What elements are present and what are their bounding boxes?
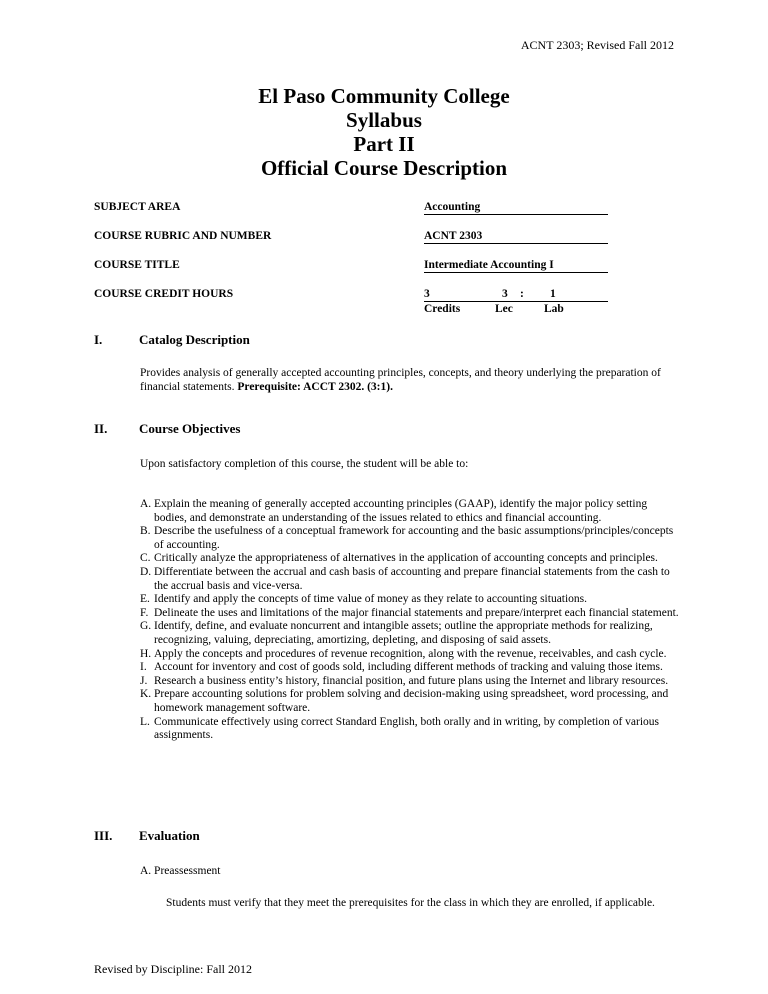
catalog-text: Provides analysis of generally accepted accounting principles, concepts, and theory underlying the preparation of financial statements. bbox=[140, 367, 661, 393]
credit-hours-values bbox=[424, 288, 608, 302]
section-number: II. bbox=[94, 421, 108, 436]
list-item: D. Differentiate between the accrual and cash basis of accounting and prepare financial statements from the cash to the accrual basis and vice-versa. bbox=[140, 565, 670, 592]
lab-value: 1 bbox=[550, 288, 556, 300]
lecture-sublabel: Lec bbox=[495, 303, 513, 315]
section-title: Course Objectives bbox=[139, 421, 241, 436]
list-item: F. Delineate the uses and limitations of the major financial statements and prepare/interpret each financial statement. bbox=[140, 606, 679, 619]
credits-value: 3 bbox=[424, 288, 430, 300]
evaluation-preassessment-heading: A. Preassessment bbox=[140, 865, 221, 877]
catalog-prerequisite: Prerequisite: ACCT 2302. (3:1). bbox=[237, 381, 393, 393]
list-item: L. Communicate effectively using correct Standard English, both orally and in writing, by completion of various assignments. bbox=[140, 715, 660, 742]
title-college: El Paso Community College bbox=[258, 84, 510, 108]
title-part: Part II bbox=[353, 132, 415, 156]
objectives-intro: Upon satisfactory completion of this course, the student will be able to: bbox=[140, 458, 469, 470]
objectives-list bbox=[140, 498, 680, 743]
course-rubric-value: ACNT 2303 bbox=[424, 230, 608, 244]
list-item: K. Prepare accounting solutions for problem solving and decision-making using spreadsheet, word processing, and homework management software. bbox=[140, 688, 669, 714]
list-item: C. Critically analyze the appropriateness of alternatives in the application of accounting concepts and principles. bbox=[140, 552, 658, 565]
lecture-value: 3 bbox=[502, 288, 508, 300]
section-number: I. bbox=[94, 332, 103, 347]
section-title: Catalog Description bbox=[139, 332, 250, 347]
evaluation-preassessment-text: Students must verify that they meet the prerequisites for the class in which they are enrolled, if applicable. bbox=[166, 897, 655, 909]
list-item: A. Explain the meaning of generally accepted accounting principles (GAAP), identify the major policy setting bodies, and demonstrate an understanding of the issues related to ethics and financial accounting. bbox=[140, 498, 648, 524]
credits-sublabel: Credits bbox=[424, 303, 461, 315]
lab-sublabel: Lab bbox=[544, 303, 564, 315]
course-title-label: COURSE TITLE bbox=[94, 259, 180, 271]
title-syllabus: Syllabus bbox=[346, 108, 422, 132]
list-item: I. Account for inventory and cost of goods sold, including different methods of tracking and valuing those items. bbox=[140, 661, 663, 674]
course-title-value: Intermediate Accounting I bbox=[424, 259, 608, 273]
list-item: E. Identify and apply the concepts of time value of money as they relate to accounting situations. bbox=[140, 593, 588, 606]
subject-area-label: SUBJECT AREA bbox=[94, 201, 181, 213]
list-item: J. Research a business entity’s history, financial position, and future plans using the Internet and library resources. bbox=[140, 674, 669, 687]
credit-hours-label: COURSE CREDIT HOURS bbox=[94, 288, 234, 300]
list-item: B. Describe the usefulness of a conceptual framework for accounting and the basic assumptions/principles/concepts of accounting. bbox=[140, 525, 674, 551]
list-item: G. Identify, define, and evaluate noncurrent and intangible assets; outline the appropriate methods for realizing, recognizing, valuing, depreciating, amortizing, depleting, and disposing of said assets. bbox=[140, 620, 653, 646]
course-rubric-label: COURSE RUBRIC AND NUMBER bbox=[94, 230, 272, 242]
credits-separator: : bbox=[520, 288, 524, 300]
document-title bbox=[0, 84, 768, 180]
subject-area-value: Accounting bbox=[424, 201, 608, 215]
catalog-description bbox=[140, 366, 670, 394]
section-title: Evaluation bbox=[139, 828, 200, 843]
section-number: III. bbox=[94, 828, 113, 843]
title-description: Official Course Description bbox=[260, 156, 508, 180]
page-footer: Revised by Discipline: Fall 2012 bbox=[94, 962, 252, 976]
list-item: H. Apply the concepts and procedures of revenue recognition, along with the revenue, receivables, and cash cycle. bbox=[140, 647, 667, 660]
document-code: ACNT 2303; Revised Fall 2012 bbox=[520, 38, 674, 52]
